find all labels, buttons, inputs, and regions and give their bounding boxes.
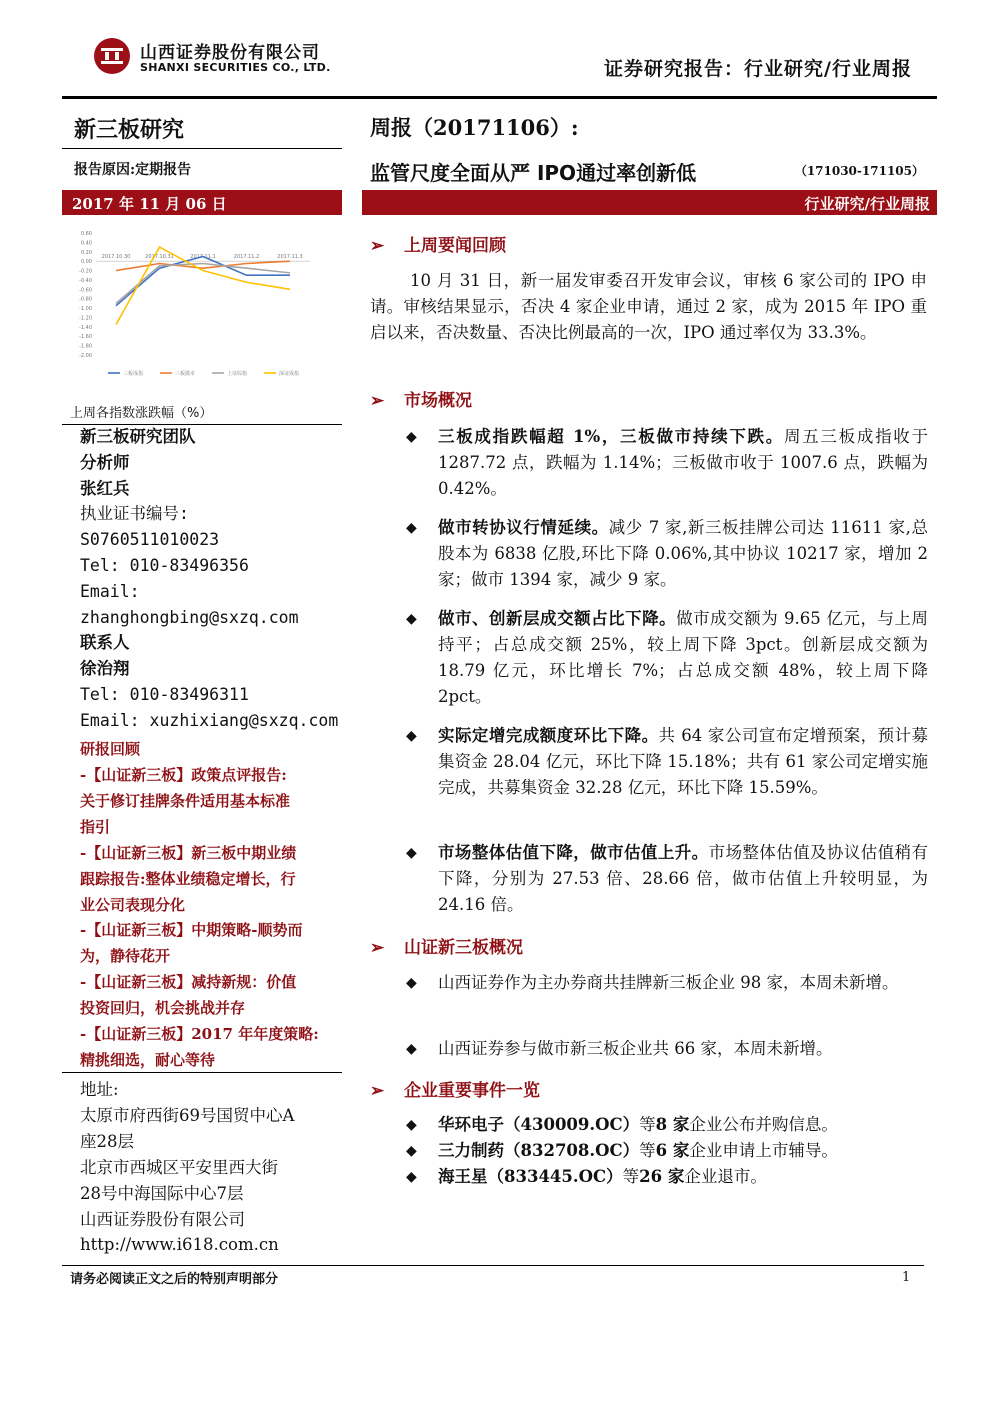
x-tick-label: 2017.11.2 <box>233 254 260 261</box>
diamond-bullet-icon: ◆ <box>406 1117 417 1133</box>
company-name-en: SHANXI SECURITIES CO., LTD. <box>140 61 331 74</box>
review-item: -【山证新三板】减持新规：价值 <box>80 973 297 992</box>
diamond-bullet-icon: ◆ <box>406 520 417 536</box>
market-item-lead: 做市、创新层成交额占比下降。 <box>438 609 677 628</box>
team-line: Email: <box>80 581 140 601</box>
event-company: 华环电子（430009.OC） <box>438 1115 640 1134</box>
event-company: 海王星（833445.OC） <box>438 1167 623 1186</box>
team-line: 张红兵 <box>80 478 130 498</box>
section-heading-label: 市场概况 <box>404 391 472 411</box>
sxzq-item: 山西证券参与做市新三板企业共 66 家，本周未新增。 <box>438 1039 833 1058</box>
market-item-text: 周五三板成指收于 1287.72 点，跌幅为 1.14%；三板做市收于 1007.6 点，跌幅为 0.42%。 <box>438 427 929 498</box>
team-line: zhanghongbing@sxzq.com <box>80 607 299 627</box>
x-tick-label: 2017.11.3 <box>277 254 303 261</box>
index-change-chart <box>66 225 340 383</box>
review-item: 业公司表现分化 <box>80 895 186 914</box>
event-text: 等 <box>622 1167 640 1186</box>
chevron-icon: ➢ <box>370 391 385 411</box>
market-item-lead: 实际定增完成额度环比下降。 <box>438 726 659 745</box>
market-item <box>438 606 928 710</box>
y-tick-label: -1.40 <box>79 324 92 331</box>
team-line: 执业证书编号: <box>80 504 189 524</box>
review-item: 投资回归，机会挑战并存 <box>80 999 246 1018</box>
event-text: 企业申请上市辅导。 <box>689 1141 838 1160</box>
team-line: Tel: 010-83496311 <box>80 685 249 704</box>
y-tick-label: -0.40 <box>79 277 92 284</box>
market-item <box>438 723 928 801</box>
sxzq-item: 山西证券作为主办券商共挂牌新三板企业 98 家，本周未新增。 <box>438 973 899 992</box>
market-item-text: 减少 7 家,新三板挂牌公司达 11611 家,总股本为 6838 亿股,环比下降 0.06%,其中协议 10217 家，增加 2 家；做市 1394 家，减少 9 家。 <box>438 518 928 589</box>
team-line: Email: xuzhixiang@sxzq.com <box>80 710 339 730</box>
y-tick-label: 0.40 <box>80 240 92 247</box>
y-tick-label: -2.00 <box>79 353 92 359</box>
diamond-bullet-icon: ◆ <box>406 1169 417 1185</box>
review-item: -【山证新三板】政策点评报告: <box>80 766 287 784</box>
section-heading-sxzq <box>370 933 523 958</box>
address-line: 北京市西城区平安里西大街 <box>80 1157 278 1177</box>
section-heading-label: 上周要闻回顾 <box>404 236 506 256</box>
market-item <box>438 515 928 593</box>
y-tick-label: 0.00 <box>80 259 92 266</box>
team-line: 新三板研究团队 <box>80 427 196 446</box>
review-item: -【山证新三板】中期策略-顺势而 <box>80 921 303 940</box>
team-line: Tel: 010-83496356 <box>80 556 249 575</box>
diamond-bullet-icon: ◆ <box>406 1143 417 1159</box>
event-text: 企业公布并购信息。 <box>689 1115 838 1134</box>
chart-caption: 上周各指数涨跌幅（%） <box>70 406 213 421</box>
news-paragraph: 10 月 31 日，新一届发审委召开发审会议，审核 6 家公司的 IPO 申请。审核结果显示，否决 4 家企业申请，通过 2 家，成为 2015 年 IPO 重启以来，否决数量、否决比例最高的一次，IPO 通过率仅为 33.3%。 <box>370 271 927 342</box>
y-tick-label: -1.80 <box>79 343 92 350</box>
event-text: 企业退市。 <box>684 1167 767 1186</box>
period: （171030-171105） <box>794 164 924 178</box>
address-line: http://www.i618.com.cn <box>80 1235 279 1255</box>
address-divider <box>62 1072 342 1073</box>
series-line-三板做市 <box>116 261 290 270</box>
y-tick-label: -0.80 <box>79 296 92 303</box>
weekly-title: 周报（20171106）: <box>370 115 579 140</box>
section-heading-news <box>370 231 506 256</box>
event-count: 26 家 <box>639 1167 685 1186</box>
section-title: 新三板研究 <box>74 117 185 143</box>
review-item: -【山证新三板】2017 年年度策略: <box>80 1025 319 1043</box>
team-line: 分析师 <box>80 452 130 472</box>
review-item: -【山证新三板】新三板中期业绩 <box>80 843 297 862</box>
event-count: 6 家 <box>655 1141 690 1160</box>
event-item <box>438 1112 928 1138</box>
disclaimer: 请务必阅读正文之后的特别声明部分 <box>70 1272 279 1287</box>
section-heading-market <box>370 386 472 411</box>
header-divider <box>62 96 937 99</box>
legend-label: 深证成指 <box>279 371 300 377</box>
team-line: 徐治翔 <box>80 659 130 679</box>
review-item: 为，静待花开 <box>80 947 171 966</box>
y-tick-label: -0.60 <box>79 287 92 294</box>
address-line: 太原市府西街69号国贸中心A <box>80 1105 295 1125</box>
company-logo-icon <box>92 36 132 76</box>
market-item-lead: 三板成指跌幅超 1%，三板做市持续下跌。 <box>438 427 784 446</box>
diamond-bullet-icon: ◆ <box>406 728 417 744</box>
review-item: 关于修订挂牌条件适用基本标准 <box>80 791 291 810</box>
market-item <box>438 840 928 918</box>
reviews-title: 研报回顾 <box>80 740 141 758</box>
market-item-text: 市场整体估值及协议估值稍有下降，分别为 27.53 倍、28.66 倍，做市估值上升较明显，为 24.16 倍。 <box>438 843 929 914</box>
event-text: 等 <box>639 1141 656 1160</box>
market-item-lead: 市场整体估值下降，做市估值上升。 <box>438 843 709 862</box>
market-item-text: 共 64 家公司宣布定增预案，预计募集资金 28.04 亿元，环比下降 15.18%；共有 61 家公司定增实施完成，共募集资金 32.28 亿元，环比下降 15.59%。 <box>438 726 928 797</box>
footer-divider <box>62 1265 924 1266</box>
report-type: 证券研究报告：行业研究/行业周报 <box>604 58 912 80</box>
address-line: 座28层 <box>80 1131 134 1151</box>
page-number: 1 <box>902 1270 911 1285</box>
section-heading-events <box>370 1076 540 1101</box>
address-line: 山西证券股份有限公司 <box>80 1209 245 1229</box>
section-heading-label: 企业重要事件一览 <box>404 1081 540 1101</box>
event-count: 8 家 <box>655 1115 690 1134</box>
market-item-lead: 做市转协议行情延续。 <box>438 518 609 537</box>
y-tick-label: 0.60 <box>80 231 92 237</box>
event-text: 等 <box>639 1115 656 1134</box>
market-item <box>438 424 928 502</box>
left-divider <box>62 148 342 149</box>
chevron-icon: ➢ <box>370 938 385 958</box>
diamond-bullet-icon: ◆ <box>406 611 417 627</box>
x-tick-label: 2017.10.30 <box>101 254 131 261</box>
y-tick-label: -1.20 <box>79 315 92 322</box>
report-tag: 行业研究/行业周报 <box>804 195 930 213</box>
address-line: 地址: <box>80 1080 119 1099</box>
event-item <box>438 1164 928 1190</box>
event-company: 三力制药（832708.OC） <box>438 1141 640 1160</box>
legend-label: 三板成指 <box>123 371 144 377</box>
y-tick-label: -1.60 <box>79 334 92 341</box>
diamond-bullet-icon: ◆ <box>406 429 417 445</box>
x-tick-label: 2017.10.31 <box>145 254 174 261</box>
y-tick-label: -0.20 <box>79 268 92 275</box>
review-item: 指引 <box>80 817 111 836</box>
team-line: S0760511010023 <box>80 530 220 550</box>
headline: 监管尺度全面从严 IPO通过率创新低 <box>370 161 697 185</box>
diamond-bullet-icon: ◆ <box>406 1041 417 1057</box>
report-date: 2017 年 11 月 06 日 <box>72 195 227 213</box>
review-item: 精挑细选，耐心等待 <box>80 1050 216 1069</box>
market-item-text: 做市成交额为 9.65 亿元，与上周持平；占总成交额 25%，较上周下降 3pct。创新层成交额为 18.79 亿元，环比增长 7%；占总成交额 48%，较上周下降 2pct。 <box>438 609 928 706</box>
chevron-icon: ➢ <box>370 1081 385 1101</box>
x-tick-label: 2017.11.1 <box>190 254 216 261</box>
review-item: 跟踪报告:整体业绩稳定增长，行 <box>80 869 296 888</box>
section-heading-label: 山证新三板概况 <box>404 938 523 958</box>
legend-label: 上证综指 <box>227 371 248 377</box>
company-name-cn: 山西证券股份有限公司 <box>140 43 320 63</box>
legend-label: 三板做市 <box>175 371 196 377</box>
report-reason: 报告原因:定期报告 <box>74 162 192 178</box>
event-item <box>438 1138 928 1164</box>
y-tick-label: -1.00 <box>79 306 92 313</box>
team-line: 联系人 <box>80 633 130 653</box>
chevron-icon: ➢ <box>370 236 385 256</box>
diamond-bullet-icon: ◆ <box>406 975 417 991</box>
y-tick-label: 0.20 <box>80 249 92 256</box>
diamond-bullet-icon: ◆ <box>406 845 417 861</box>
address-line: 28号中海国际中心7层 <box>80 1183 244 1203</box>
